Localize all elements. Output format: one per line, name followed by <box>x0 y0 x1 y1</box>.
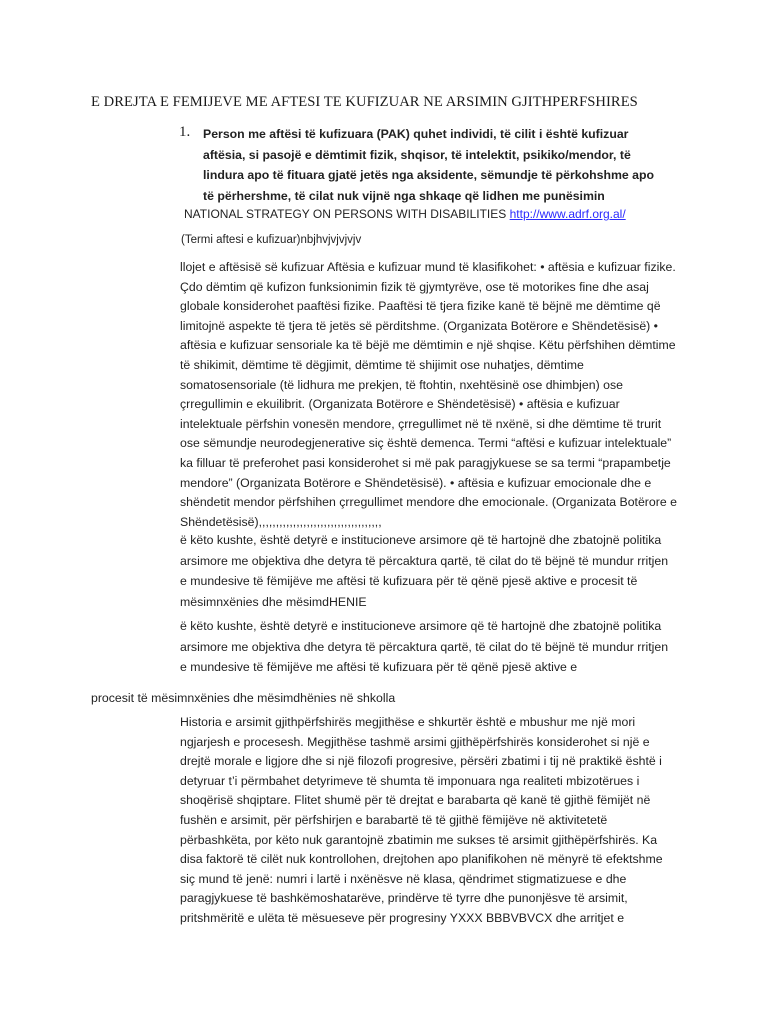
paragraph-history: Historia e arsimit gjithpërfshirës megjithëse e shkurtër është e mbushur me një mori ngjarjesh e procesesh. Megjithëse tashmë arsimi gjithëpërfshirës konsiderohet si një e drejtë morale e ligjore dhe si një filozofi progresive, përsëri zbatimi i tij në praktikë është i detyruar t’i përmbahet detyrimeve të shumta të imponuara nga realiteti mbizotërues i shoqërisë shqiptare. Flitet shumë për të drejtat e barabarta që kanë të gjithë fëmijët në fushën e arsimit, për përfshirjen e barabartë të të gjithë fëmijëve në aktivitetetë përbashkëta, por këto nuk garantojnë zbatimin me sukses të arsimit gjithëpërfshirës. Ka disa faktorë të cilët nuk kontrollohen, drejtohen apo planifikohen në mënyrë të efektshme siç mund të jenë: numri i lartë i nxënësve në klasa, qëndrimet stigmatizuese e dhe paragjykuese të bashkëmoshatarëve, prindërve të tyrre dhe punonjësve të arsimit, pritshmëritë e ulëta të mësueseve për progresiny YXXX BBBVBVCX dhe arritjet e <box>180 715 663 925</box>
paragraph-learning-process: procesit të mësimnxënies dhe mësimdhënies në shkolla <box>91 691 396 705</box>
termi-note: (Termi aftesi e kufizuar)nbjhvjvjvjvjv <box>181 234 362 246</box>
paragraph-institutions-repeat: ë këto kushte, është detyrë e institucioneve arsimore që të hartojnë dhe zbatojnë politika arsimore me objektiva dhe detyra të përcaktura qartë, të cilat do të bëjnë të mundur rritjen e mundesive të fëmijëve me aftësi të kufizuara për të qënë pjesë aktive e <box>180 619 669 675</box>
list-item-text: Person me aftësi të kufizuara (PAK) quhet individi, të cilit i është kufizuar aftësia, si pasojë e dëmtimit fizik, shqisor, të intelektit, psikiko/mendor, të lindura apo të fituara gjatë jetës nga aksidente, sëmundje të përkohshme apo të përhershme, të cilat nuk vijnë nga shkaqe që lidhen me punësimin <box>203 127 655 204</box>
paragraph-institutions: ë këto kushte, është detyrë e institucioneve arsimore që të hartojnë dhe zbatojnë politika arsimore me objektiva dhe detyra të përcaktura qartë, të cilat do të bëjnë të mundur rritjen e mundesive të fëmijëve me aftësi të kufizuara për të qënë pjesë aktive e procesit të mësimnxënies dhe mësimdHENIE <box>180 533 669 610</box>
national-strategy-line <box>184 207 626 221</box>
list-item-number: 1. <box>179 124 191 140</box>
paragraph-disability-types: llojet e aftësisë së kufizuar Aftësia e kufizuar mund të klasifikohet: • aftësia e kufizuar fizike. Çdo dëmtim që kufizon funksionimin fizik të gjymtyrëve, ose të motorikes fine dhe asaj globale konsiderohet paaftësi fizike. Paaftësi të tjera fizike kanë të bëjnë me dëmtime që limitojnë aspekte të tjera të jetës së përditshme. (Organizata Botërore e Shëndetësisë) • aftësia e kufizuar sensoriale ka të bëjë me dëmtimin e një shqise. Këtu përfshihen dëmtime të shikimit, dëmtime të dëgjimit, dëmtime të shijimit ose nuhatjes, dëmtime somatosensoriale (të lidhura me prekjen, të ftohtin, nxehtësinë ose dhimbjen) ose çrregullimin e ekuilibrit. (Organizata Botërore e Shëndetësisë) • aftësia e kufizuar intelektuale përfshin vonesën mendore, çrregullimet në të nxënë, si dhe dëmtime të trurit ose sëmundje neurodegjenerative siç është demenca. Termi “aftësi e kufizuar intelektuale” ka filluar të preferohet pasi konsiderohet si më pak paragjykuese se sa termi “prapambetje mendore” (Organizata Botërore e Shëndetësisë). • aftësia e kufizuar emocionale dhe e shëndetit mendor përfshihen çrregullimet mendore dhe emocionale. (Organizata Botërore e Shëndetësisë),,,,,,,,,,,,,,,,,,,,,,,,,,,,,,,,,,,, <box>180 260 677 529</box>
document-title: E DREJTA E FEMIJEVE ME AFTESI TE KUFIZUAR NE ARSIMIN GJITHPERFSHIRES <box>91 94 638 110</box>
national-strategy-text: NATIONAL STRATEGY ON PERSONS WITH DISABILITIES <box>184 207 510 221</box>
adrf-link[interactable]: http://www.adrf.org.al/ <box>509 207 626 221</box>
